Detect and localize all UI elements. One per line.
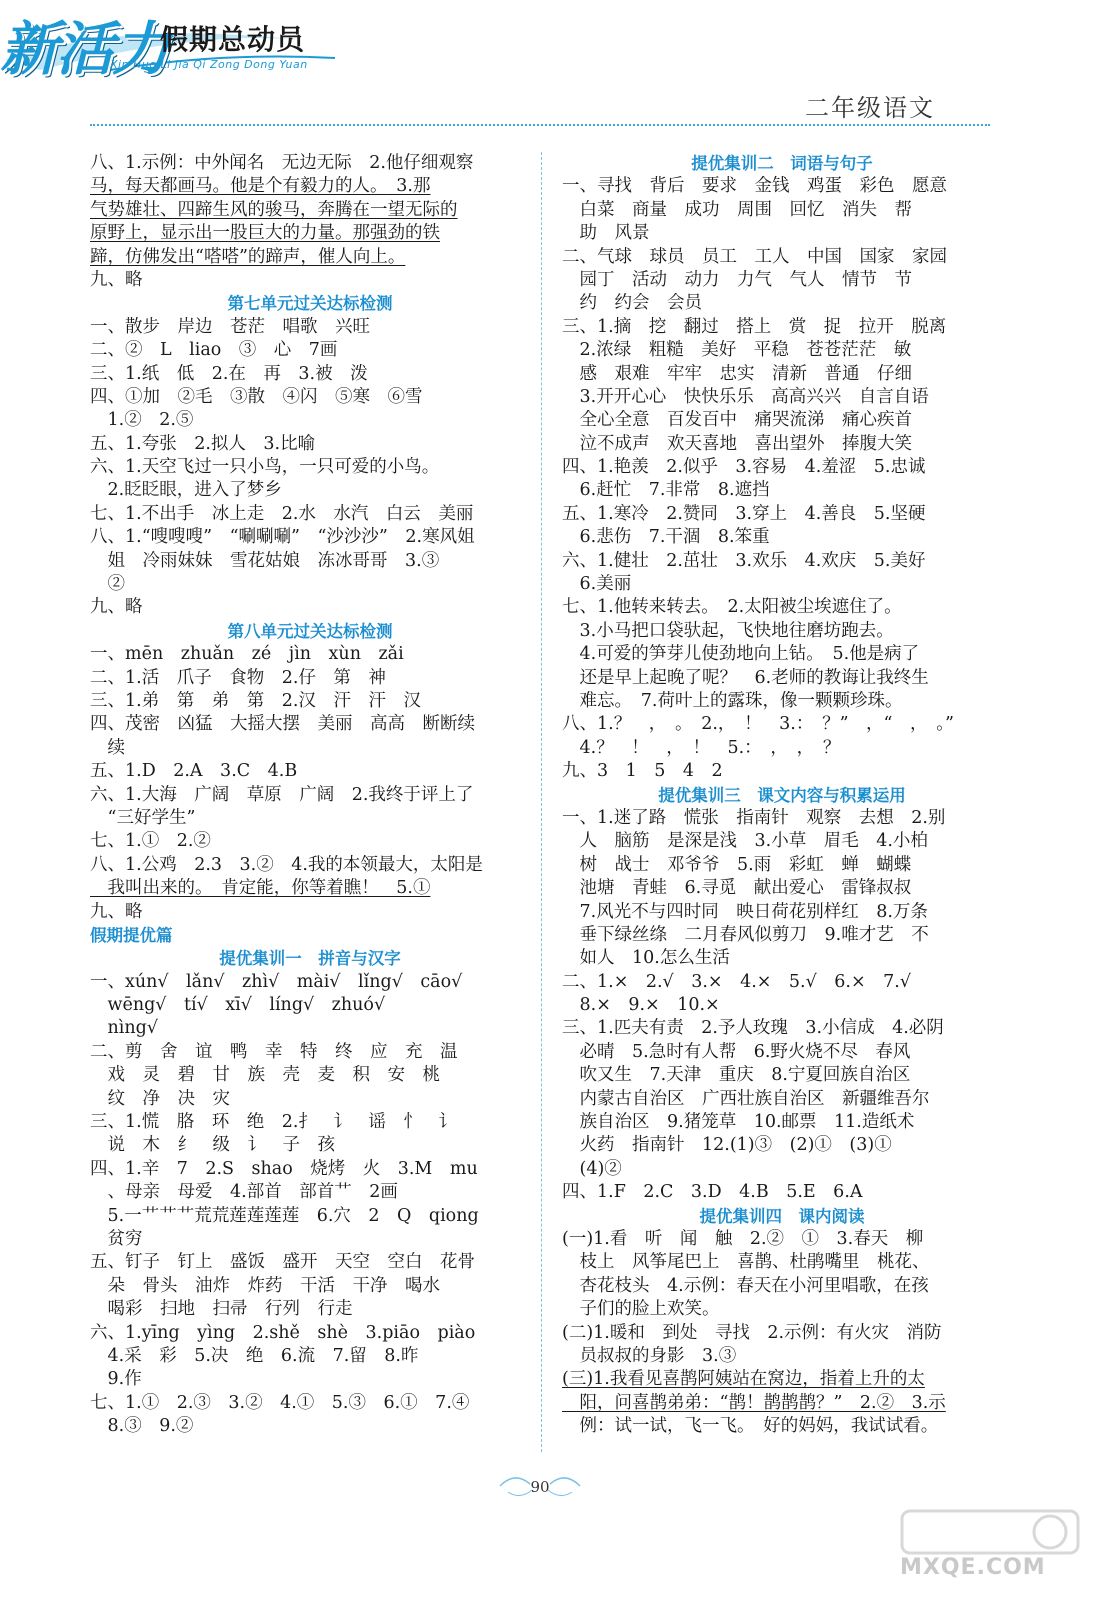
right-answer-line: 内蒙古自治区 广西壮族自治区 新疆维吾尔	[562, 1088, 930, 1109]
right-answer-line: 六、1.健壮 2.茁壮 3.欢乐 4.欢庆 5.美好	[562, 550, 926, 571]
grade-subject: 二年级语文	[805, 94, 935, 122]
left-answer-line: 三、1.弟 第 弟 第 2.汉 汗 汗 汉	[90, 690, 421, 711]
right-answer-line: 枝上 风筝尾巴上 喜鹊、杜鹃嘴里 桃花、	[562, 1252, 930, 1273]
page-header	[0, 0, 1100, 150]
left-answer-line: 朵 骨头 油炸 炸药 干活 干净 喝水	[90, 1275, 440, 1296]
right-answer-line: 族自治区 9.猪笼草 10.邮票 11.造纸术	[562, 1112, 915, 1133]
left-answer-line: 5.一艹艹艹荒荒莲莲莲莲 6.穴 2 Q qiong	[90, 1205, 479, 1226]
left-answer-line: 八、1.示例：中外闻名 无边无际 2.他仔细观察	[90, 153, 474, 173]
left-answer-line: 贫穷	[90, 1228, 143, 1249]
right-answer-line: 8.× 9.× 10.×	[562, 995, 720, 1016]
right-answer-line: 二、气球 球员 员工 工人 中国 国家 家园	[562, 246, 947, 267]
right-answer-line: 树 战士 邓爷爷 5.雨 彩虹 蝉 蝴蝶	[562, 854, 912, 875]
right-answer-line: 一、1.迷了路 慌张 指南针 观察 去想 2.别	[562, 807, 946, 828]
left-answer-line: 八、1.公鸡 2.3 3.② 4.我的本领最大，太阳是	[90, 854, 483, 875]
right-answer-line: 必晴 5.急时有人帮 6.野火烧不尽 春风	[562, 1041, 911, 1062]
left-answer-line: 六、1.天空飞过一只小鸟，一只可爱的小鸟。	[90, 457, 440, 478]
right-answer-line: 感 艰难 牢牢 忠实 清新 普通 仔细	[562, 363, 912, 384]
right-answer-line: 6.赶忙 7.非常 8.遮挡	[562, 480, 770, 501]
left-answer-line: 七、1.① 2.②	[90, 831, 211, 852]
part-heading: 假期提优篇	[90, 925, 173, 945]
right-answer-line: 4.可爱的笋芽儿使劲地向上钻。 5.他是病了	[562, 644, 920, 665]
left-answer-line: 四、茂密 凶猛 大摇大摆 美丽 高高 断断续	[90, 714, 475, 735]
answer-column-left	[90, 152, 530, 1438]
left-answer-line: 九、略	[90, 597, 143, 618]
left-answer-line: 姐 冷雨妹妹 雪花姑娘 冻冰哥哥 3.③	[90, 550, 440, 571]
right-answer-line: 如人 10.怎么生活	[562, 948, 730, 969]
right-answer-line: 阳，问喜鹊弟弟：“鹊！鹊鹊鹊？” 2.② 3.示	[562, 1392, 946, 1413]
left-answer-line: 续	[90, 737, 125, 758]
right-answer-line: (二)1.暖和 到处 寻找 2.示例：有火灾 消防	[562, 1322, 942, 1343]
right-answer-line: 垂下绿丝绦 二月春风似剪刀 9.唯才艺 不	[562, 924, 929, 945]
section-heading: 提优集训一 拼音与汉字	[219, 949, 401, 969]
left-answer-line: 二、剪 舍 谊 鸭 幸 特 终 应 充 温	[90, 1041, 458, 1062]
left-answer-line: 9.作	[90, 1369, 142, 1390]
left-answer-line: 马，每天都画马。他是个有毅力的人。 3.那	[90, 176, 431, 197]
right-answer-line: 难忘。 7.荷叶上的露珠，像一颗颗珍珠。	[562, 690, 903, 711]
right-answer-line: 园丁 活动 动力 力气 气人 情节 节	[562, 269, 912, 290]
left-answer-line: 4.采 彩 5.决 绝 6.流 7.留 8.昨	[90, 1345, 419, 1366]
right-answer-line: 四、1.F 2.C 3.D 4.B 5.E 6.A	[562, 1182, 863, 1203]
left-answer-line: nìng√	[90, 1018, 158, 1039]
answer-column-right	[562, 152, 1002, 1438]
left-answer-line: “三好学生”	[90, 807, 196, 828]
right-answer-line: 杏花枝头 4.示例：春天在小河里唱歌，在孩	[562, 1275, 929, 1296]
column-divider	[541, 152, 542, 1452]
left-answer-line: 我叫出来的。 肯定能，你等着瞧！ 5.①	[90, 878, 431, 899]
right-answer-line: 五、1.寒冷 2.赞同 3.穿上 4.善良 5.坚硬	[562, 503, 926, 524]
right-answer-line: 4.？ ！ ， ！ 5.： ， ， ？	[562, 737, 841, 758]
right-answer-line: 八、1.？ ， 。 2.， ！ 3.： ？” ，“ ， 。”	[562, 714, 954, 735]
left-answer-line: 四、1.辛 7 2.S shao 烧烤 火 3.M mu	[90, 1158, 478, 1179]
section-heading: 第七单元过关达标检测	[227, 294, 393, 314]
right-answer-line: 七、1.他转来转去。 2.太阳被尘埃遮住了。	[562, 597, 902, 618]
right-answer-line: 三、1.摘 挖 翻过 搭上 赏 捉 拉开 脱离	[562, 316, 947, 337]
left-answer-line: 蹄，仿佛发出“嗒嗒”的蹄声，催人向上。	[90, 246, 406, 267]
left-answer-line: 一、散步 岸边 苍茫 唱歌 兴旺	[90, 316, 370, 337]
left-answer-line: 一、mēn zhuǎn zé jìn xùn zǎi	[90, 644, 404, 665]
right-answer-line: (三)1.我看见喜鹊阿姨站在窝边，指着上升的太	[562, 1369, 925, 1390]
left-answer-line: 五、1.夸张 2.拟人 3.比喻	[90, 433, 316, 454]
left-answer-line: 八、1.“嗖嗖嗖” “唰唰唰” “沙沙沙” 2.寒风姐	[90, 527, 475, 548]
right-answer-line: 一、寻找 背后 要求 金钱 鸡蛋 彩色 愿意	[562, 176, 947, 197]
logo-main: 新活力	[0, 15, 169, 83]
left-answer-line: 8.③ 9.②	[90, 1416, 194, 1437]
right-answer-line: 吹又生 7.天津 重庆 8.宁夏回族自治区	[562, 1065, 911, 1086]
right-answer-line: (一)1.看 听 闻 触 2.② ① 3.春天 柳	[562, 1228, 924, 1249]
right-answer-line: 人 脑筋 是深是浅 3.小草 眉毛 4.小柏	[562, 831, 928, 852]
left-answer-line: 六、1.大海 广阔 草原 广阔 2.我终于评上了	[90, 784, 474, 805]
left-answer-line: 、母亲 母爱 4.部首 部首艹 2画	[90, 1182, 398, 1203]
left-answer-line: 七、1.不出手 冰上走 2.水 水汽 白云 美丽	[90, 503, 474, 524]
right-answer-line: 白菜 商量 成功 周围 回忆 消失 帮	[562, 199, 912, 220]
watermark-logo-icon	[890, 1505, 1090, 1595]
left-answer-line: 九、略	[90, 269, 143, 290]
book-title: 假期总动员	[160, 23, 306, 56]
watermark-text: MXQE.COM	[900, 1555, 1046, 1580]
right-answer-line: 火药 指南针 12.(1)③ (2)① (3)①	[562, 1135, 892, 1156]
right-answer-line: 3.小马把口袋驮起，飞快地往磨坊跑去。	[562, 620, 894, 641]
right-answer-line: 7.风光不与四时同 映日荷花别样红 8.万条	[562, 901, 928, 922]
page-number: 90	[530, 1478, 550, 1496]
right-answer-line: 池塘 青蛙 6.寻觅 献出爱心 雷锋叔叔	[562, 878, 912, 899]
right-answer-line: 子们的脸上欢笑。	[562, 1299, 720, 1320]
right-answer-line: 泣不成声 欢天喜地 喜出望外 捧腹大笑	[562, 433, 912, 454]
left-answer-line: 一、xún√ lǎn√ zhì√ mài√ lǐng√ cāo√	[90, 971, 463, 992]
left-answer-line: 三、1.慌 胳 环 绝 2.扌 讠 谣 忄 讠	[90, 1112, 456, 1133]
right-answer-line: 例：试一试，飞一飞。 好的妈妈，我试试看。	[562, 1416, 939, 1437]
left-answer-line: 二、1.活 爪子 食物 2.仔 第 神	[90, 667, 386, 688]
right-answer-line: (4)②	[562, 1158, 622, 1179]
left-answer-line: 九、略	[90, 901, 143, 922]
right-answer-line: 约 约会 会员	[562, 293, 702, 314]
section-heading: 提优集训四 课内阅读	[699, 1206, 865, 1226]
left-answer-line: 六、1.yīng yìng 2.shě shè 3.piāo piào	[90, 1322, 476, 1343]
left-answer-line: ②	[90, 574, 125, 595]
left-answer-line: 气势雄壮、四蹄生风的骏马，奔腾在一望无际的	[90, 199, 458, 220]
right-answer-line: 三、1.匹夫有责 2.予人玫瑰 3.小信成 4.必阴	[562, 1018, 944, 1039]
left-answer-line: 五、钉子 钉上 盛饭 盛开 天空 空白 花骨	[90, 1252, 475, 1273]
left-answer-line: 四、①加 ②毛 ③散 ④闪 ⑤寒 ⑥雪	[90, 386, 423, 407]
left-answer-line: 二、② L liao ③ 心 7画	[90, 340, 338, 361]
left-answer-line: 说 木 纟 级 讠 子 孩	[90, 1135, 335, 1156]
section-heading: 第八单元过关达标检测	[227, 621, 393, 641]
right-answer-line: 四、1.艳羡 2.似乎 3.容易 4.羞涩 5.忠诚	[562, 457, 926, 478]
section-heading: 提优集训三 课文内容与积累运用	[658, 785, 906, 805]
right-answer-line: 助 风景	[562, 223, 650, 244]
section-heading: 提优集训二 词语与句子	[691, 154, 873, 173]
right-answer-line: 九、3 1 5 4 2	[562, 761, 723, 782]
right-answer-line: 3.开开心心 快快乐乐 高高兴兴 自言自语	[562, 386, 929, 407]
left-answer-line: 1.② 2.⑤	[90, 410, 194, 431]
right-answer-line: 二、1.× 2.√ 3.× 4.× 5.√ 6.× 7.√	[562, 971, 911, 992]
right-answer-line: 员叔叔的身影 3.③	[562, 1345, 737, 1366]
right-answer-line: 6.美丽	[562, 574, 632, 595]
right-answer-line: 还是早上起晚了呢？ 6.老师的教诲让我终生	[562, 667, 929, 688]
left-answer-line: 七、1.① 2.③ 3.② 4.① 5.③ 6.① 7.④	[90, 1392, 470, 1413]
book-title-pinyin: Xin Huo Li Jia Qi Zong Dong Yuan	[110, 58, 308, 71]
left-answer-line: 五、1.D 2.A 3.C 4.B	[90, 761, 298, 782]
left-answer-line: 戏 灵 碧 甘 族 壳 麦 积 安 桃	[90, 1065, 440, 1086]
left-answer-line: wēng√ tí√ xī√ líng√ zhuó√	[90, 995, 386, 1016]
left-answer-line: 原野上，显示出一股巨大的力量。那强劲的铁	[90, 223, 440, 244]
left-answer-line: 喝彩 扫地 扫帚 行列 行走	[90, 1299, 353, 1320]
right-answer-line: 全心全意 百发百中 痛哭流涕 痛心疾首	[562, 410, 912, 431]
left-answer-line: 2.眨眨眼，进入了梦乡	[90, 480, 282, 501]
left-answer-line: 纹 净 决 灾	[90, 1088, 230, 1109]
header-rule	[90, 124, 990, 126]
right-answer-line: 6.悲伤 7.干涸 8.笨重	[562, 527, 770, 548]
right-answer-line: 2.浓绿 粗糙 美好 平稳 苍苍茫茫 敏	[562, 340, 912, 361]
left-answer-line: 三、1.纸 低 2.在 再 3.被 泼	[90, 363, 368, 384]
